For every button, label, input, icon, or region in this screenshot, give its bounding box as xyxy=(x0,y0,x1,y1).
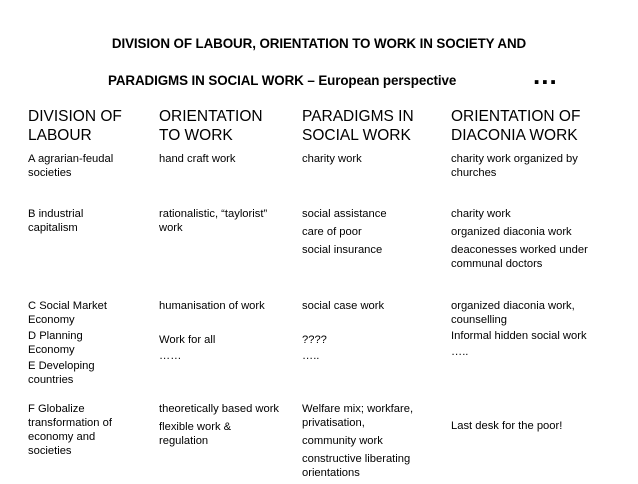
cell-text: social case work xyxy=(302,300,385,312)
cell-text: A agrarian-feudal societies xyxy=(28,153,114,179)
title-ellipsis: ... xyxy=(533,60,558,90)
cell-text: Last desk for the poor! xyxy=(451,420,563,432)
cell-text: humanisation of work xyxy=(159,300,265,312)
row-b-division xyxy=(28,207,118,239)
cell-text: …… xyxy=(159,350,182,362)
cell-text: F Globalize transformation of economy and societies xyxy=(28,403,112,457)
cell-text: hand craft work xyxy=(159,153,236,165)
cell-text: ….. xyxy=(302,350,320,362)
cell-text: ???? xyxy=(302,334,327,346)
header-paradigms-in-social-work: PARADIGMS IN SOCIAL WORK xyxy=(302,108,414,144)
cell-text: Welfare mix; workfare, privatisation, xyxy=(302,403,414,429)
cell-text: Work for all xyxy=(159,334,216,346)
row-a-diaconia xyxy=(451,152,586,184)
header-division-of-labour: DIVISION OF LABOUR xyxy=(28,108,122,144)
header-orientation-of-diaconia-work: ORIENTATION OF DIACONIA WORK xyxy=(451,108,581,144)
cell-text: ….. xyxy=(451,346,469,358)
row-f-orientation xyxy=(159,402,279,452)
cell-text: Informal hidden social work xyxy=(451,330,587,342)
cell-text: charity work xyxy=(451,208,511,220)
cell-text: social assistance xyxy=(302,208,387,220)
row-a-paradigms xyxy=(302,152,442,170)
cell-text: flexible work & regulation xyxy=(159,421,232,447)
cell-text: E Developing countries xyxy=(28,360,95,386)
row-cde-orientation xyxy=(159,299,289,367)
row-a-division xyxy=(28,152,128,184)
row-f-diaconia xyxy=(451,419,621,437)
row-b-orientation xyxy=(159,207,289,239)
cell-text: deaconesses worked under communal doctors xyxy=(451,244,588,270)
page-title-line-1: DIVISION OF LABOUR, ORIENTATION TO WORK IN SOCIETY AND xyxy=(111,36,527,51)
cell-text: B industrial capitalism xyxy=(28,208,84,234)
cell-text: social insurance xyxy=(302,244,383,256)
cell-text: community work xyxy=(302,435,383,447)
cell-text: charity work organized by churches xyxy=(451,153,578,179)
row-b-diaconia xyxy=(451,207,621,275)
cell-text: organized diaconia work xyxy=(451,226,572,238)
page-title-line-2: PARADIGMS IN SOCIAL WORK – European perspective xyxy=(108,73,457,88)
row-b-paradigms xyxy=(302,207,442,261)
cell-text: C Social Market Economy xyxy=(28,300,107,326)
cell-text: organized diaconia work, counselling xyxy=(451,300,575,326)
row-a-orientation xyxy=(159,152,289,170)
cell-text: D Planning Economy xyxy=(28,330,83,356)
cell-text: constructive liberating orientations xyxy=(302,453,411,479)
cell-text: rationalistic, “taylorist” work xyxy=(159,208,268,234)
row-f-paradigms xyxy=(302,402,434,484)
cell-text: charity work xyxy=(302,153,362,165)
row-cde-division xyxy=(28,299,128,389)
row-cde-diaconia xyxy=(451,299,621,363)
cell-text: theoretically based work xyxy=(159,403,280,415)
row-cde-paradigms xyxy=(302,299,442,367)
cell-text: care of poor xyxy=(302,226,362,238)
row-f-division xyxy=(28,402,138,462)
header-orientation-to-work: ORIENTATION TO WORK xyxy=(159,108,263,144)
